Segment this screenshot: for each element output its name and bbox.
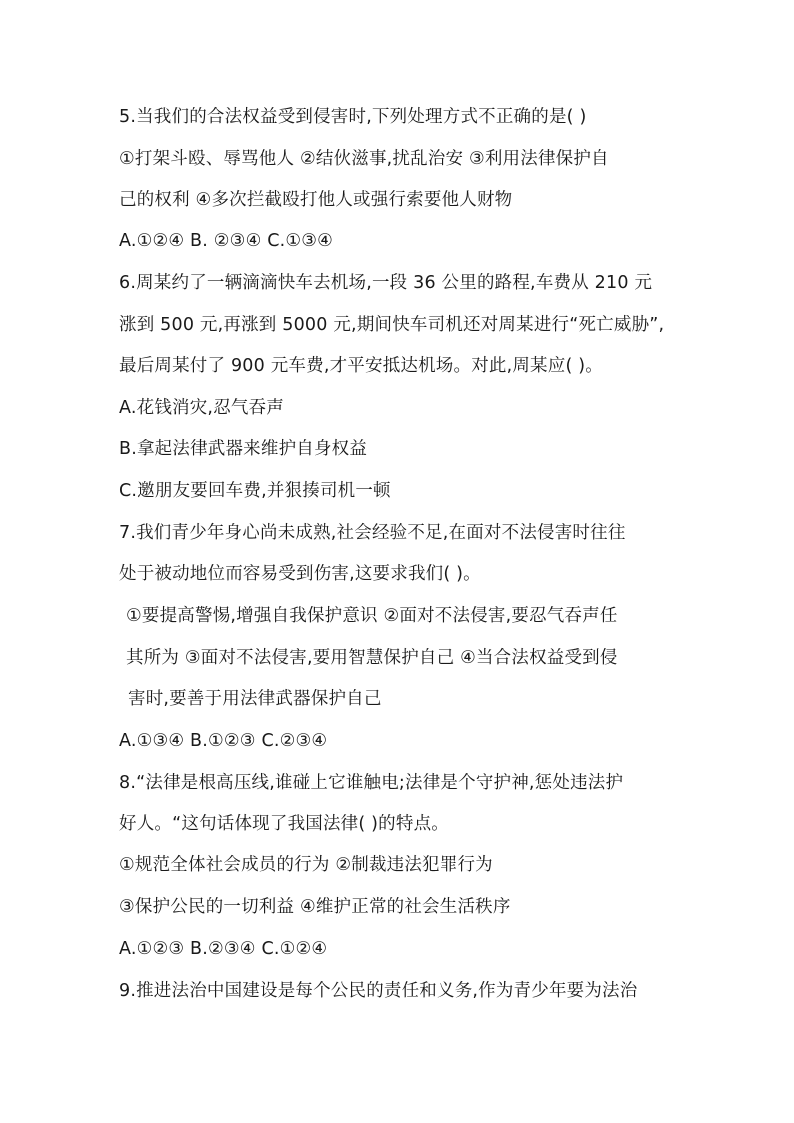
question-7-stem: 处于被动地位而容易受到伤害,这要求我们( )。 — [119, 564, 481, 584]
question-6-stem: 6.周某约了一辆滴滴快车去机场,一段 36 公里的路程,车费从 210 元 — [119, 273, 653, 293]
question-8-options-text: ③保护公民的一切利益 ④维护正常的社会生活秩序 — [119, 897, 511, 917]
question-5-choices: A.①②④ B. ②③④ C.①③④ — [119, 231, 334, 251]
question-6-choice-a: A.花钱消灾,忍气吞声 — [119, 398, 284, 418]
question-6-choice-b: B.拿起法律武器来维护自身权益 — [119, 439, 368, 459]
question-5-options-text: ①打架斗殴、辱骂他人 ②结伙滋事,扰乱治安 ③利用法律保护自 — [119, 149, 609, 169]
question-9-stem: 9.推进法治中国建设是每个公民的责任和义务,作为青少年要为法治 — [119, 981, 638, 1001]
question-7-stem: 7.我们青少年身心尚未成熟,社会经验不足,在面对不法侵害时往往 — [119, 523, 626, 543]
question-7-options-text: 害时,要善于用法律武器保护自己 — [128, 689, 382, 709]
question-6-stem: 最后周某付了 900 元车费,才平安抵达机场。对此,周某应( )。 — [119, 356, 603, 376]
question-5-stem: 5.当我们的合法权益受到侵害时,下列处理方式不正确的是( ) — [119, 107, 587, 127]
question-8-stem: 好人。“这句话体现了我国法律( )的特点。 — [119, 814, 449, 834]
question-7-choices: A.①③④ B.①②③ C.②③④ — [119, 731, 328, 751]
question-7-options-text: 其所为 ③面对不法侵害,要用智慧保护自己 ④当合法权益受到侵 — [126, 648, 618, 668]
question-8-choices: A.①②③ B.②③④ C.①②④ — [119, 939, 328, 959]
question-6-choice-c: C.邀朋友要回车费,并狠揍司机一顿 — [119, 481, 391, 501]
question-5-options-text: 己的权利 ④多次拦截殴打他人或强行索要他人财物 — [119, 190, 513, 210]
question-6-stem: 涨到 500 元,再涨到 5000 元,期间快车司机还对周某进行“死亡威胁”, — [119, 315, 665, 335]
question-7-options-text: ①要提高警惕,增强自我保护意识 ②面对不法侵害,要忍气吞声任 — [126, 606, 618, 626]
question-8-stem: 8.“法律是根高压线,谁碰上它谁触电;法律是个守护神,惩处违法护 — [119, 773, 624, 793]
question-8-options-text: ①规范全体社会成员的行为 ②制裁违法犯罪行为 — [119, 855, 493, 875]
